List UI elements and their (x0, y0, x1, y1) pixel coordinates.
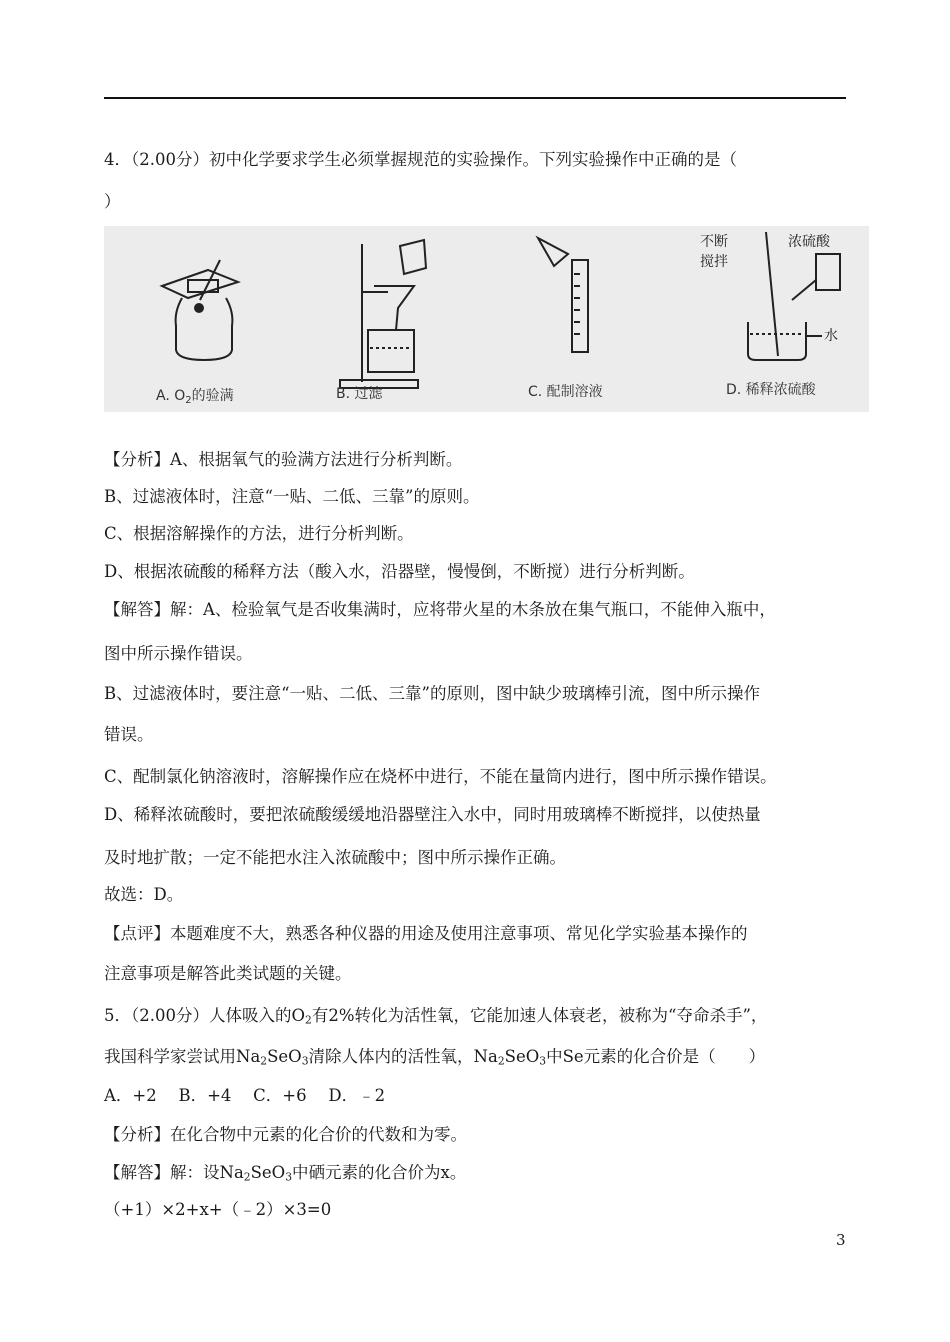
q5-equation: （+1）×2+x+（﹣2）×3=0 (104, 1200, 332, 1219)
q4-answer-1: 【解答】解：A、检验氧气是否收集满时，应将带火星的木条放在集气瓶口，不能伸入瓶中， (104, 600, 776, 619)
q4-figure (104, 226, 869, 412)
filtration-drawing (340, 240, 426, 388)
q4-analysis-4: D、根据浓硫酸的稀释方法（酸入水，沿器壁，慢慢倒，不断搅）进行分析判断。 (104, 562, 695, 581)
gas-jar-drawing (162, 260, 238, 360)
q4-answer-7: 及时地扩散；一定不能把水注入浓硫酸中；图中所示操作正确。 (104, 848, 566, 867)
caption-b: B. 过滤 (336, 386, 383, 402)
q5-answer: 【解答】解：设$Na_2SeO_3$中硒元素的化合价为x。 (104, 1163, 467, 1184)
q4-analysis-2: B、过滤液体时，注意“一贴、二低、三靠”的原则。 (104, 487, 480, 506)
q4-answer-5: C、配制氯化钠溶液时，溶解操作应在烧杯中进行，不能在量筒内进行，图中所示操作错误。 (104, 767, 777, 786)
q4-answer-4: 错误。 (104, 725, 154, 744)
q4-answer-6: D、稀释浓硫酸时，要把浓硫酸缓缓地沿器壁注入水中，同时用玻璃棒不断搅拌，以使热量 (104, 805, 761, 824)
lab-operations-illustration (104, 226, 869, 412)
header-rule (104, 97, 846, 99)
caption-c: C. 配制溶液 (528, 384, 603, 400)
caption-d: D. 稀释浓硫酸 (726, 382, 816, 398)
q4-answer-8: 故选：D。 (104, 885, 184, 904)
label-conc-acid: 浓硫酸 (788, 234, 830, 250)
q4-title: 4．（2.00分）初中化学要求学生必须掌握规范的实验操作。下列实验操作中正确的是（ (104, 150, 737, 169)
q5-title-2: 我国科学家尝试用$Na_2SeO_3$清除人体内的活性氧，$Na_2SeO_3$中Se元素的化合价是（ ） (104, 1047, 766, 1068)
q5-options: A．+2 B．+4 C．+6 D．﹣2 (104, 1086, 386, 1105)
label-stir-2: 搅拌 (700, 254, 728, 270)
q4-title-cont: ） (104, 192, 121, 211)
q4-analysis-3: C、根据溶解操作的方法，进行分析判断。 (104, 524, 414, 543)
label-stir-1: 不断 (700, 234, 728, 250)
q5-title-1: 5．（2.00分）人体吸入的$O_2$有2%转化为活性氧，它能加速人体衰老，被称为“夺命杀手”， (104, 1006, 768, 1027)
q4-comment-1: 【点评】本题难度不大，熟悉各种仪器的用途及使用注意事项、常见化学实验基本操作的 (104, 924, 748, 943)
q4-answer-3: B、过滤液体时，要注意“一贴、二低、三靠”的原则，图中缺少玻璃棒引流，图中所示操作 (104, 684, 760, 703)
graduated-cylinder-drawing (538, 238, 588, 352)
q4-answer-2: 图中所示操作错误。 (104, 644, 253, 663)
caption-a: A. $O_2$的验满 (156, 388, 234, 406)
page-number: 3 (836, 1231, 846, 1249)
q4-analysis-1: 【分析】A、根据氧气的验满方法进行分析判断。 (104, 450, 463, 469)
label-water: 水 (824, 328, 838, 344)
q5-analysis: 【分析】在化合物中元素的化合价的代数和为零。 (104, 1125, 467, 1144)
q4-comment-2: 注意事项是解答此类试题的关键。 (104, 964, 352, 983)
